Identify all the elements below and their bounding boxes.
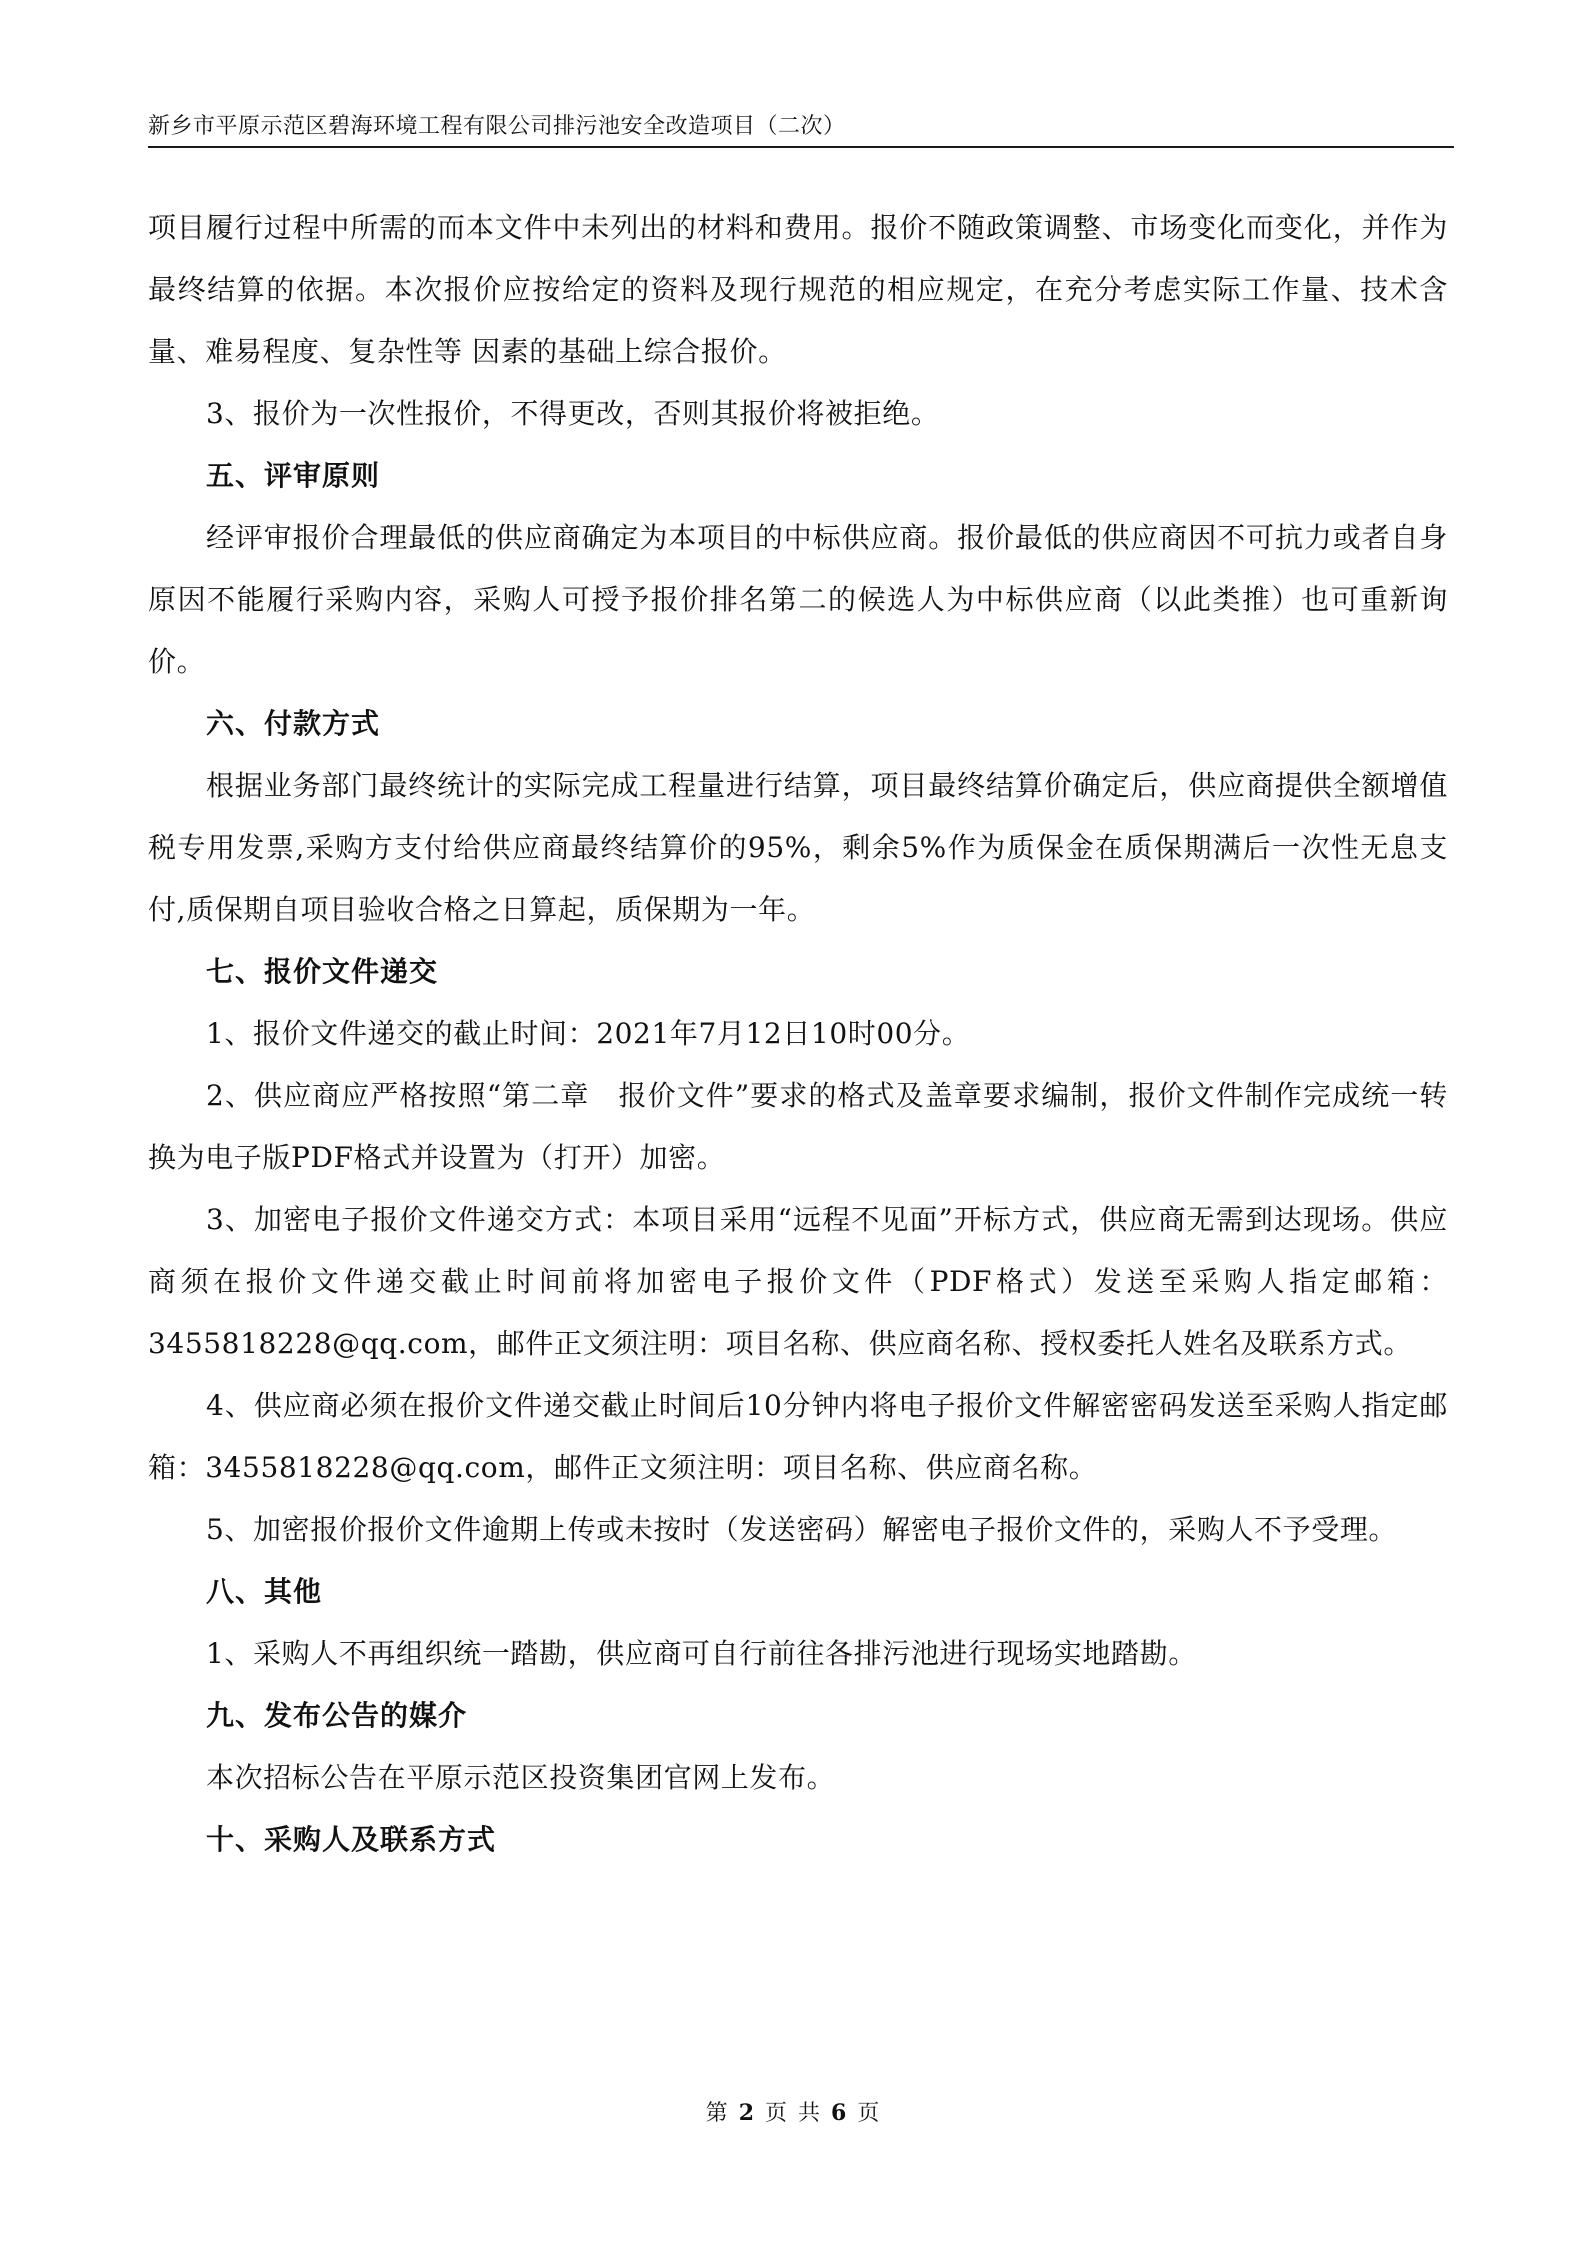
paragraph: 3、加密电子报价文件递交方式：本项目采用“远程不见面”开标方式，供应商无需到达现场。供应商须在报价文件递交截止时间前将加密电子报价文件（PDF格式）发送至采购人指定邮箱：3455818228@qq.com，邮件正文须注明：项目名称、供应商名称、授权委托人姓名及联系方式。 (148, 1203, 1448, 1360)
section-heading: 九、发布公告的媒介 (206, 1699, 468, 1732)
paragraph: 4、供应商必须在报价文件递交截止时间后10分钟内将电子报价文件解密密码发送至采购人指定邮箱：3455818228@qq.com，邮件正文须注明：项目名称、供应商名称。 (148, 1389, 1448, 1484)
section-heading: 八、其他 (206, 1575, 323, 1608)
total-pages: 6 (831, 2100, 849, 2126)
page-label-prefix: 第 (705, 2101, 730, 2126)
paragraph: 项目履行过程中所需的而本文件中未列出的材料和费用。报价不随政策调整、市场变化而变化，并作为最终结算的依据。本次报价应按给定的资料及现行规范的相应规定，在充分考虑实际工作量、技术含量、难易程度、复杂性等 因素的基础上综合报价。 (148, 211, 1448, 368)
section-heading: 七、报价文件递交 (206, 955, 439, 988)
paragraph: 2、供应商应严格按照“第二章 报价文件”要求的格式及盖章要求编制，报价文件制作完成统一转换为电子版PDF格式并设置为（打开）加密。 (148, 1079, 1448, 1174)
paragraph: 根据业务部门最终统计的实际完成工程量进行结算，项目最终结算价确定后，供应商提供全额增值税专用发票,采购方支付给供应商最终结算价的95%，剩余5%作为质保金在质保期满后一次性无息支付,质保期自项目验收合格之日算起，质保期为一年。 (148, 769, 1448, 926)
section-heading: 五、评审原则 (206, 459, 381, 492)
current-page: 2 (738, 2100, 756, 2126)
paragraph: 经评审报价合理最低的供应商确定为本项目的中标供应商。报价最低的供应商因不可抗力或者自身原因不能履行采购内容，采购人可授予报价排名第二的候选人为中标供应商（以此类推）也可重新询价。 (148, 521, 1448, 678)
paragraph: 本次招标公告在平原示范区投资集团官网上发布。 (206, 1761, 836, 1794)
paragraph: 3、报价为一次性报价，不得更改，否则其报价将被拒绝。 (206, 397, 940, 430)
section-heading: 十、采购人及联系方式 (206, 1823, 497, 1856)
page-header (148, 112, 1454, 148)
page-label-middle: 页 共 (765, 2101, 822, 2126)
document-body (148, 197, 1448, 1871)
paragraph: 5、加密报价报价文件逾期上传或未按时（发送密码）解密电子报价文件的，采购人不予受理。 (206, 1513, 1398, 1546)
paragraph: 1、采购人不再组织统一踏勘，供应商可自行前往各排污池进行现场实地踏勘。 (206, 1637, 1197, 1670)
page-number (0, 2098, 1587, 2129)
page-label-suffix: 页 (857, 2101, 882, 2126)
document-title: 新乡市平原示范区碧海环境工程有限公司排污池安全改造项目（二次） (148, 114, 846, 139)
section-heading: 六、付款方式 (206, 707, 381, 740)
paragraph: 1、报价文件递交的截止时间：2021年7月12日10时00分。 (206, 1017, 971, 1050)
